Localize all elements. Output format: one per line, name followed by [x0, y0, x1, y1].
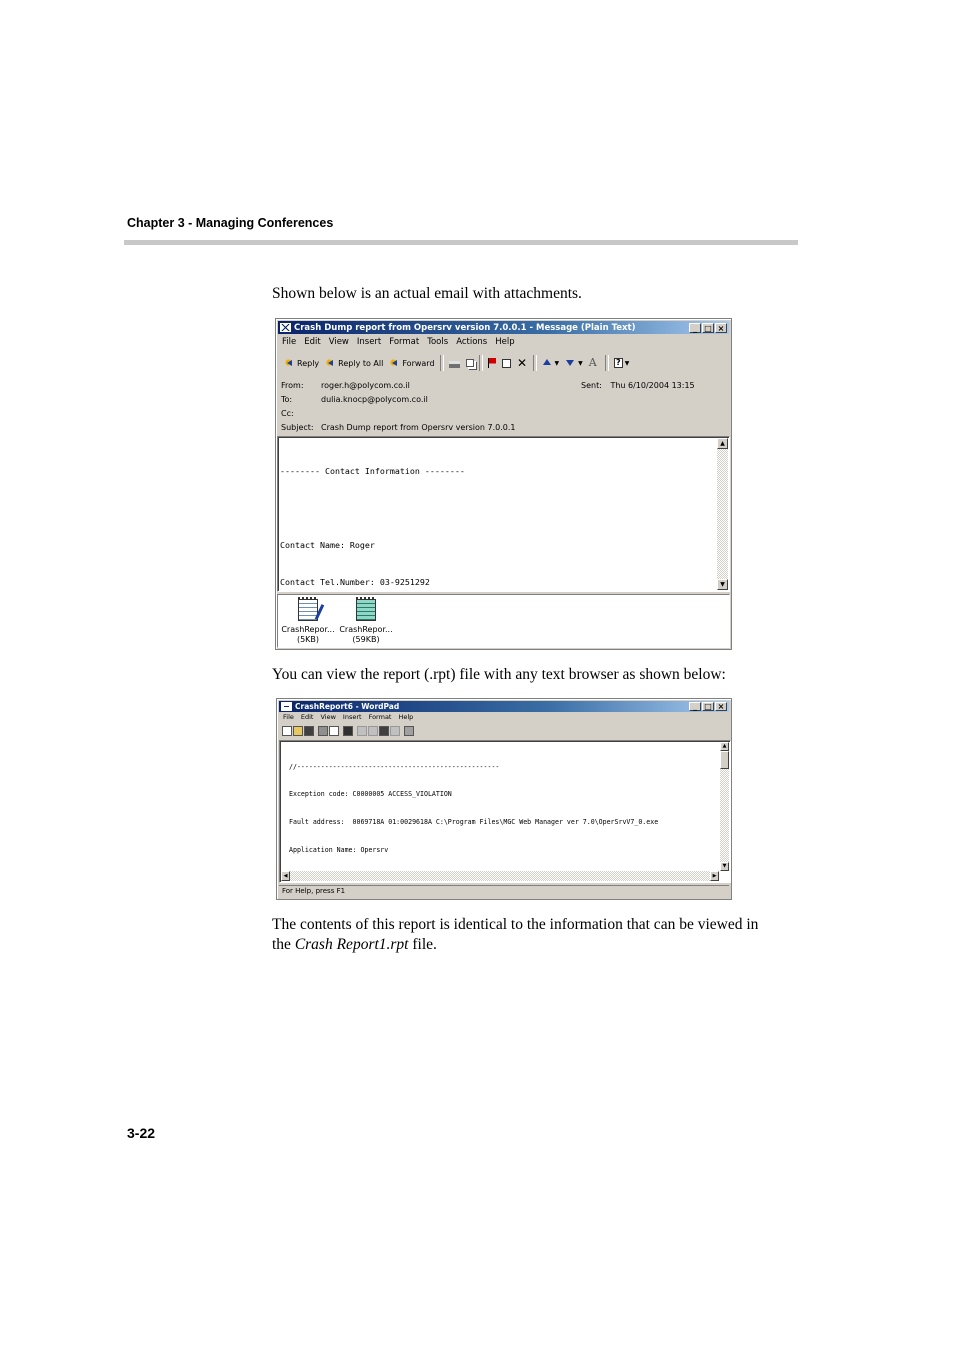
open-folder-icon[interactable] — [293, 726, 303, 736]
menu-file[interactable]: File — [282, 337, 297, 347]
menu-edit[interactable]: Edit — [304, 337, 321, 347]
minimize-button[interactable]: _ — [689, 702, 701, 711]
forward-label: Forward — [402, 358, 435, 368]
flag-button[interactable] — [485, 356, 499, 370]
menu-view[interactable]: View — [328, 337, 349, 347]
menu-help[interactable]: Help — [495, 337, 515, 347]
print-icon[interactable] — [318, 726, 328, 736]
scroll-down-icon[interactable]: ▼ — [720, 862, 729, 871]
middle-text: You can view the report (.rpt) file with any text browser as shown below: — [272, 666, 726, 683]
wordpad-statusbar — [279, 885, 729, 897]
document-line: Exception code: C0000005 ACCESS_VIOLATION — [289, 790, 452, 799]
next-item-button[interactable] — [562, 356, 586, 370]
close-button[interactable]: × — [715, 323, 727, 333]
wordpad-document[interactable] — [279, 740, 731, 883]
wordpad-menubar — [283, 713, 413, 721]
message-body[interactable] — [277, 436, 730, 592]
up-arrow-icon — [542, 358, 553, 368]
close-button[interactable]: × — [715, 702, 727, 711]
to-value: dulia.knocp@polycom.co.il — [321, 395, 428, 404]
email-toolbar — [281, 355, 632, 371]
email-window — [275, 318, 732, 650]
save-disk-icon[interactable] — [304, 726, 314, 736]
reply-label: Reply — [297, 358, 320, 368]
notepad-icon — [298, 599, 318, 621]
copy-button[interactable] — [463, 356, 477, 370]
closing-line-2 — [272, 935, 758, 955]
copy-icon[interactable] — [368, 726, 378, 736]
document-line: //--------------------------------------------------- — [289, 762, 500, 771]
wordpad-titlebar[interactable] — [279, 701, 729, 712]
document-vertical-scrollbar[interactable] — [720, 742, 729, 871]
menu-edit[interactable]: Edit — [300, 713, 314, 721]
dropdown-arrow-icon: ▼ — [578, 359, 583, 367]
menu-format[interactable]: Format — [389, 337, 420, 347]
toolbar-separator — [605, 355, 609, 371]
scroll-left-icon[interactable]: ◀ — [281, 871, 290, 881]
document-horizontal-scrollbar[interactable] — [281, 871, 719, 881]
help-button[interactable] — [611, 356, 633, 370]
body-line — [280, 502, 465, 514]
attachment-name: CrashRepor... — [339, 625, 393, 634]
down-arrow-icon — [565, 358, 576, 368]
document-line: Application Name: Opersrv — [289, 845, 389, 854]
scroll-up-icon[interactable]: ▲ — [720, 742, 729, 751]
menu-tools[interactable]: Tools — [427, 337, 449, 347]
attachment-name: CrashRepor... — [281, 625, 335, 634]
attachment-size: (59KB) — [352, 635, 380, 644]
paste-icon[interactable] — [379, 726, 389, 736]
toolbar-separator — [533, 355, 537, 371]
scroll-thumb[interactable] — [720, 751, 729, 769]
sent-value: Thu 6/10/2004 13:15 — [610, 381, 695, 390]
insert-datetime-icon[interactable] — [404, 726, 414, 736]
wordpad-icon — [281, 702, 292, 711]
email-title: Crash Dump report from Opersrv version 7.0.0.1 - Message (Plain Text) — [294, 322, 636, 333]
page-number: 3-22 — [127, 1125, 156, 1141]
from-label: From: — [281, 381, 304, 390]
dropdown-arrow-icon: ▼ — [554, 359, 560, 367]
previous-item-button[interactable] — [539, 356, 563, 370]
file-name: Crash Report1.rpt — [294, 936, 409, 953]
font-size-button[interactable] — [586, 356, 603, 370]
printer-icon — [449, 361, 460, 368]
undo-icon[interactable] — [390, 726, 400, 736]
reply-all-icon — [325, 358, 336, 368]
scroll-down-icon[interactable]: ▼ — [717, 579, 728, 590]
reply-icon — [284, 358, 295, 368]
notepad-icon — [356, 599, 376, 621]
body-line: Contact Name: Roger — [280, 540, 375, 551]
move-button[interactable] — [499, 356, 514, 370]
menu-file[interactable]: File — [283, 713, 294, 721]
attachment-item[interactable] — [278, 597, 338, 645]
menu-actions[interactable]: Actions — [456, 337, 488, 347]
subject-label: Subject: — [281, 423, 314, 432]
to-label: To: — [281, 395, 293, 404]
status-text: For Help, press F1 — [282, 887, 346, 895]
font-size-icon: A — [588, 356, 597, 369]
reply-all-label: Reply to All — [338, 358, 384, 368]
attachment-item[interactable] — [336, 597, 396, 645]
maximize-button[interactable]: □ — [702, 702, 714, 711]
forward-icon — [389, 358, 400, 368]
body-line: Contact Tel.Number: 03-9251292 — [280, 577, 430, 588]
email-titlebar[interactable] — [278, 321, 729, 334]
reply-button[interactable] — [281, 356, 322, 370]
menu-format[interactable]: Format — [368, 713, 392, 721]
wordpad-title: CrashReport6 - WordPad — [295, 702, 400, 711]
body-line: -------- Contact Information -------- — [280, 465, 465, 476]
closing-line-2-post: file. — [408, 936, 437, 953]
from-value: roger.h@polycom.co.il — [321, 381, 410, 390]
toolbar-separator — [440, 355, 444, 371]
help-icon: ? — [614, 358, 623, 368]
copy-icon — [466, 359, 474, 367]
chapter-header: Chapter 3 - Managing Conferences — [127, 216, 334, 230]
menu-insert[interactable]: Insert — [342, 713, 362, 721]
attachment-size: (5KB) — [296, 635, 320, 644]
move-to-folder-icon — [502, 359, 511, 368]
scroll-right-icon[interactable]: ▶ — [710, 871, 719, 881]
find-binoculars-icon[interactable] — [343, 726, 353, 736]
dropdown-arrow-icon: ▼ — [624, 359, 630, 367]
print-button[interactable] — [446, 356, 463, 370]
intro-text: Shown below is an actual email with attachments. — [272, 285, 582, 302]
wordpad-toolbar — [282, 726, 415, 736]
maximize-button[interactable]: □ — [702, 323, 714, 333]
attachments-pane — [277, 594, 730, 648]
cut-icon[interactable] — [357, 726, 367, 736]
reply-all-button[interactable] — [322, 356, 386, 370]
new-document-icon[interactable] — [282, 726, 292, 736]
print-preview-icon[interactable] — [329, 726, 339, 736]
forward-button[interactable] — [386, 356, 437, 370]
delete-x-icon: ✕ — [517, 356, 528, 370]
email-menubar — [282, 337, 515, 347]
cc-label: Cc: — [281, 409, 294, 418]
menu-help[interactable]: Help — [398, 713, 414, 721]
menu-insert[interactable]: Insert — [356, 337, 382, 347]
closing-line-1: The contents of this report is identical to the information that can be viewed in — [272, 916, 759, 933]
body-scrollbar[interactable] — [717, 438, 728, 590]
document-line: Fault address: 0069718A 01:0029618A C:\Program Files\MGC Web Manager ver 7.0\OperSrvV7_0.exe — [289, 818, 659, 826]
envelope-icon — [280, 323, 291, 332]
minimize-button[interactable]: _ — [689, 323, 701, 333]
subject-value: Crash Dump report from Opersrv version 7.0.0.1 — [321, 423, 516, 432]
closing-line-2-pre: the — [272, 936, 295, 953]
sent-label: Sent: — [581, 381, 602, 390]
delete-button[interactable] — [514, 356, 531, 370]
closing-text — [272, 915, 758, 955]
scroll-up-icon[interactable]: ▲ — [717, 438, 728, 449]
wordpad-window — [276, 698, 732, 900]
toolbar-separator — [479, 355, 483, 371]
header-rule — [124, 240, 798, 245]
menu-view[interactable]: View — [320, 713, 336, 721]
flag-icon — [488, 358, 496, 368]
